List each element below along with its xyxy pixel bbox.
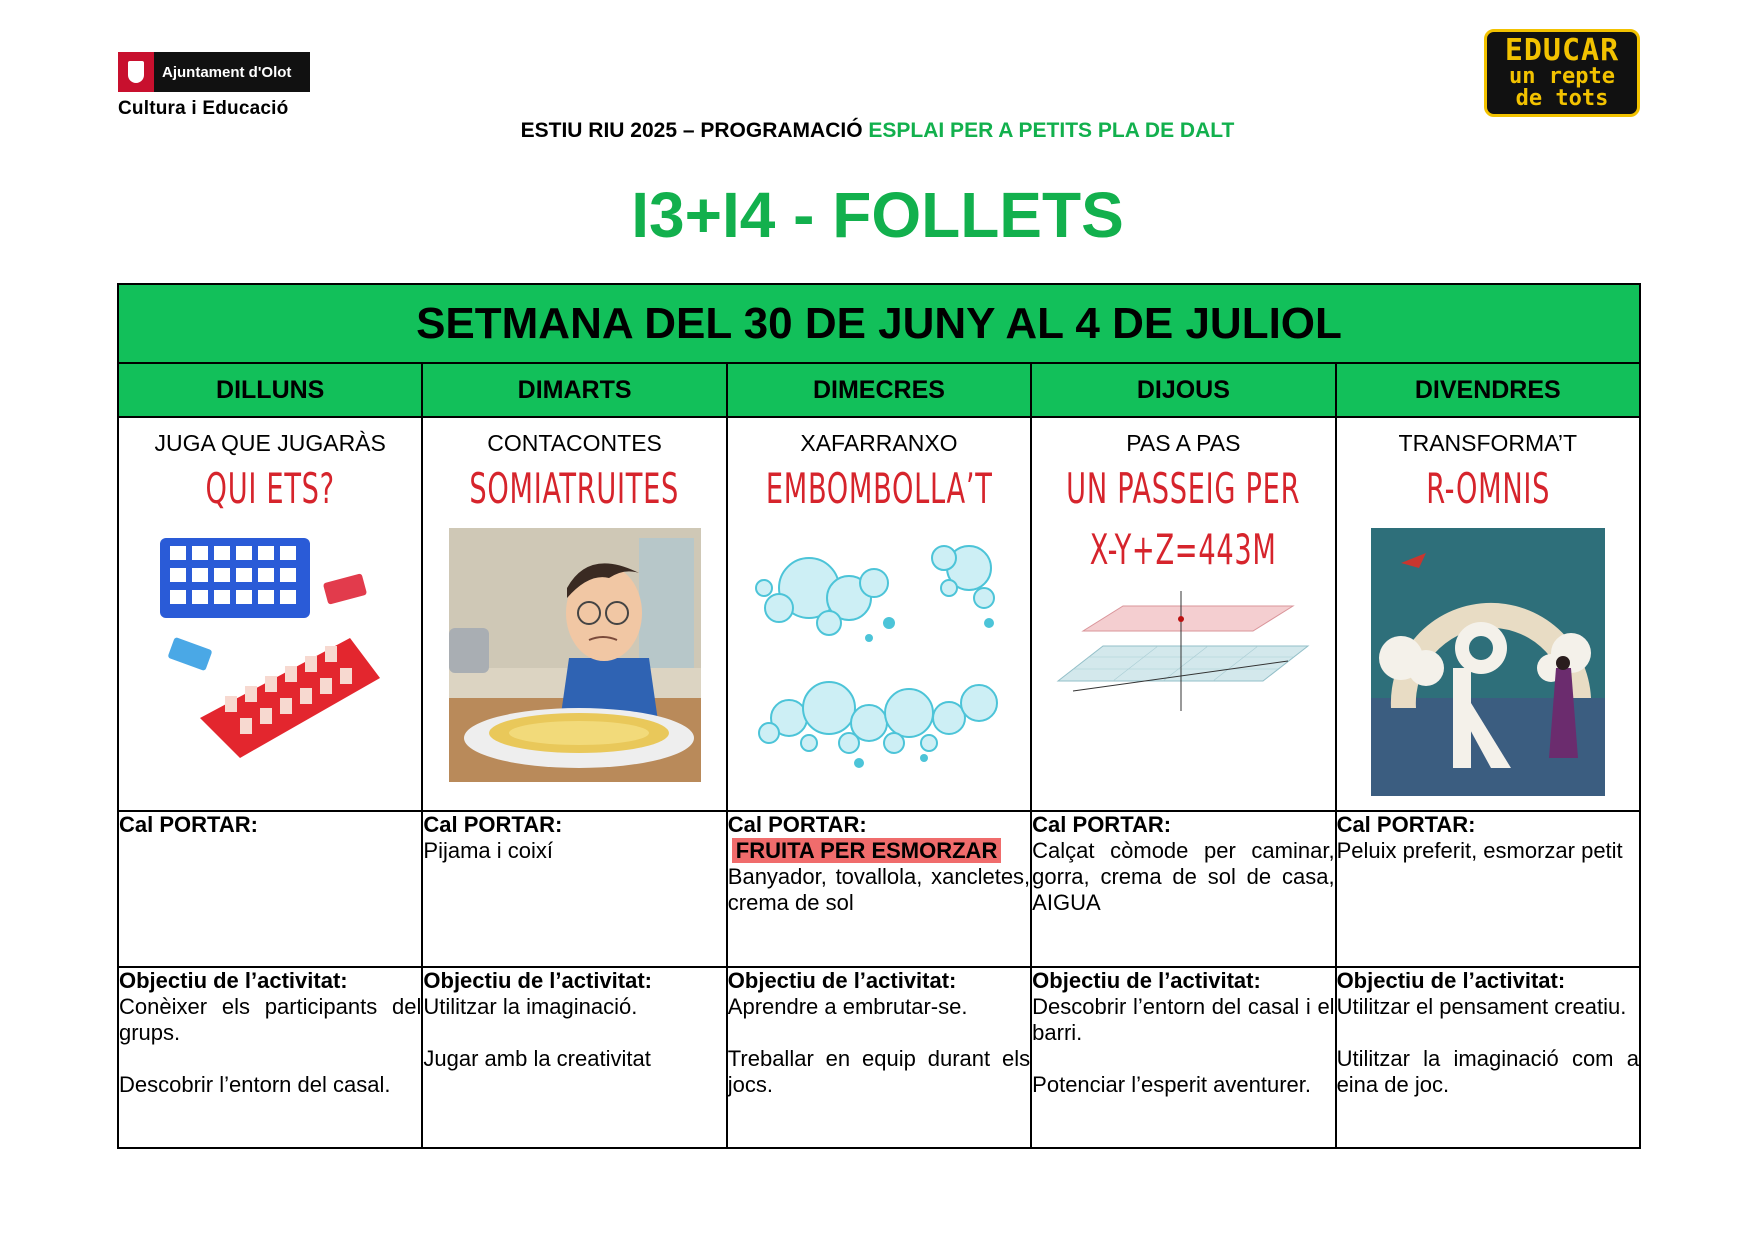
objective-text-2: Utilitzar la imaginació com a eina de joc. (1336, 1046, 1639, 1097)
group-title: I3+I4 - FOLLETS (631, 179, 1124, 251)
activity-title: SOMIATRUITES (469, 464, 680, 513)
3d-planes-graph-image (1053, 591, 1313, 711)
objective-label: Objectiu de l’activitat: (423, 968, 652, 993)
program-highlight: ESPLAI PER A PETITS PLA DE DALT (868, 119, 1235, 142)
activity-cell-friday (1336, 417, 1640, 811)
bring-cell-tuesday (422, 811, 726, 967)
activity-title: QUI ETS? (205, 464, 335, 513)
objective-text-1: Conèixer els participants del grups. (119, 994, 422, 1045)
objective-cell-monday (118, 967, 422, 1148)
day-header-thursday: DIJOUS (1031, 363, 1335, 417)
activity-category: XAFARRANXO (800, 430, 958, 456)
objective-text-2: Treballar en equip durant els jocs. (727, 1046, 1031, 1097)
activity-title: R-OMNIS (1425, 464, 1550, 513)
objective-text-2: Potenciar l’esperit aventurer. (1032, 1072, 1311, 1097)
activity-cell-thursday (1031, 417, 1335, 811)
activity-category: TRANSFORMA’T (1398, 430, 1577, 456)
objective-cell-friday (1336, 967, 1640, 1148)
bring-label: Cal PORTAR: (423, 812, 563, 837)
objective-cell-wednesday (727, 967, 1031, 1148)
activity-cell-monday (118, 417, 422, 811)
bring-label: Cal PORTAR: (1032, 812, 1172, 837)
objective-text-1: Descobrir l’entorn del casal i el barri. (1032, 994, 1335, 1045)
bring-text: Calçat còmode per caminar, gorra, crema de sol de casa, AIGUA (1032, 838, 1335, 915)
bring-cell-monday (118, 811, 422, 967)
bring-cell-wednesday (727, 811, 1031, 967)
bring-label: Cal PORTAR: (727, 812, 867, 837)
day-header-tuesday: DIMARTS (422, 363, 726, 417)
bring-label: Cal PORTAR: (1336, 812, 1476, 837)
activity-category: PAS A PAS (1126, 430, 1241, 456)
objective-label: Objectiu de l’activitat: (119, 968, 348, 993)
activity-title: EMBOMBOLLA’T (765, 464, 993, 513)
day-header-friday: DIVENDRES (1336, 363, 1640, 417)
educar-badge: EDUCAR un repte de tots (1484, 29, 1640, 117)
activity-category: JUGA QUE JUGARÀS (154, 430, 386, 456)
bring-cell-thursday (1031, 811, 1335, 967)
day-header-monday: DILLUNS (118, 363, 422, 417)
org-name: Ajuntament d'Olot (154, 52, 310, 92)
objective-cell-tuesday (422, 967, 726, 1148)
weekly-schedule-table (117, 283, 1641, 1149)
bring-text: Peluix preferit, esmorzar petit (1336, 838, 1623, 863)
activity-cell-tuesday (422, 417, 726, 811)
bring-text: Pijama i coixí (423, 838, 553, 863)
program-prefix: ESTIU RIU 2025 – PROGRAMACIÓ (520, 119, 863, 142)
objective-text-2: Descobrir l’entorn del casal. (119, 1072, 391, 1097)
bring-text: Banyador, tovallola, xancletes, crema de sol (727, 864, 1031, 915)
bubbles-image (749, 528, 1009, 778)
objective-text-1: Utilitzar el pensament creatiu. (1336, 994, 1627, 1019)
omelette-dreamer-image (449, 528, 701, 782)
objective-label: Objectiu de l’activitat: (1032, 968, 1261, 993)
activity-title: UN PASSEIG PER X-Y+Z=443M (1066, 464, 1301, 574)
bring-highlight: FRUITA PER ESMORZAR (732, 838, 1002, 863)
giant-letter-r-image (1371, 528, 1605, 796)
department-name: Cultura i Educació (118, 98, 289, 119)
activity-category: CONTACONTES (487, 430, 662, 456)
activity-cell-wednesday (727, 417, 1031, 811)
objective-text-1: Utilitzar la imaginació. (423, 994, 638, 1019)
guess-who-game-image (150, 528, 390, 768)
objective-cell-thursday (1031, 967, 1335, 1148)
program-line (0, 119, 1755, 143)
week-title: SETMANA DEL 30 DE JUNY AL 4 DE JULIOL (118, 284, 1640, 363)
bring-cell-friday (1336, 811, 1640, 967)
objective-text-2: Jugar amb la creativitat (423, 1046, 651, 1071)
objective-label: Objectiu de l’activitat: (1336, 968, 1566, 993)
ajuntament-logo (118, 52, 318, 120)
objective-text-1: Aprendre a embrutar-se. (727, 994, 968, 1019)
objective-label: Objectiu de l’activitat: (727, 968, 957, 993)
bring-label: Cal PORTAR: (119, 812, 258, 837)
day-header-wednesday: DIMECRES (727, 363, 1031, 417)
shield-icon (118, 52, 154, 92)
